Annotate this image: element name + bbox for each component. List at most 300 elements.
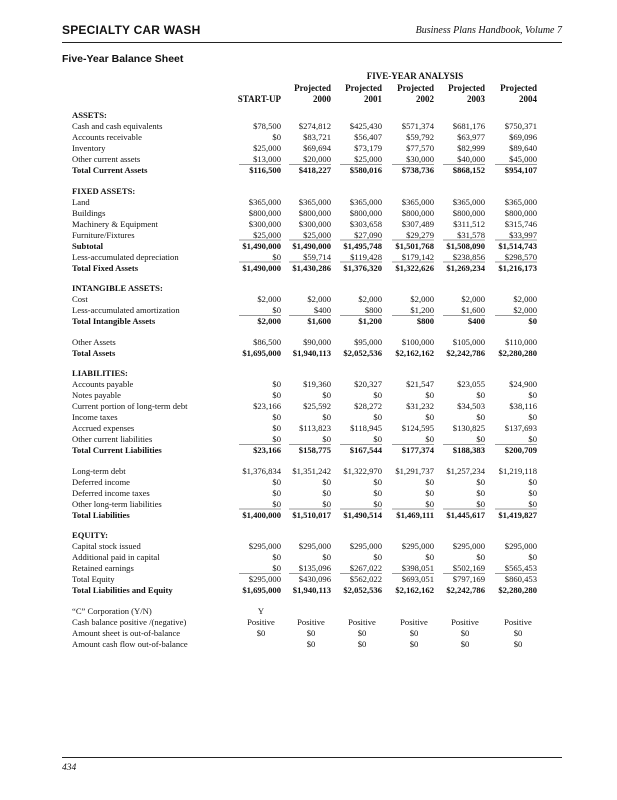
row-value: $300,000 xyxy=(248,218,281,229)
row-value: $0 xyxy=(528,487,537,498)
row-value: $800,000 xyxy=(349,207,382,218)
row-value: $0 xyxy=(272,132,281,142)
table-row xyxy=(0,263,617,274)
row-value: $0 xyxy=(528,476,537,487)
row-value: $693,051 xyxy=(401,574,434,584)
table-row xyxy=(0,252,617,263)
row-value: $1,269,234 xyxy=(446,262,485,273)
row-value: $800,000 xyxy=(401,207,434,218)
row-label: Notes payable xyxy=(72,390,121,400)
row-value: $365,000 xyxy=(401,196,434,207)
row-label: Accrued expenses xyxy=(72,423,135,433)
row-value: $124,595 xyxy=(401,423,434,433)
row-value: $23,055 xyxy=(457,379,485,389)
row-value: $0 xyxy=(322,498,331,509)
row-value: $137,693 xyxy=(504,423,537,433)
row-value: $0 xyxy=(476,412,485,422)
table-row xyxy=(0,563,617,574)
row-value: $1,940,113 xyxy=(292,347,331,358)
row-label: Other long-term liabilities xyxy=(72,498,162,509)
table-row xyxy=(0,294,617,305)
row-value: $90,000 xyxy=(303,336,331,347)
row-value: $0 xyxy=(513,638,523,649)
row-value: $0 xyxy=(272,379,281,389)
row-value: $0 xyxy=(373,476,382,487)
row-label: Amount sheet is out-of-balance xyxy=(72,627,181,638)
row-value: $0 xyxy=(373,498,382,509)
row-value: $118,945 xyxy=(350,423,382,433)
table-row xyxy=(0,230,617,241)
row-value: $0 xyxy=(528,316,537,326)
column-header-bottom: 2000 xyxy=(313,94,331,104)
row-value: $0 xyxy=(322,434,331,444)
row-value: $800 xyxy=(416,316,434,326)
row-label: Accounts payable xyxy=(72,379,134,389)
table-row xyxy=(0,121,617,132)
row-label: Cash balance positive /(negative) xyxy=(72,616,187,627)
table-row xyxy=(0,488,617,499)
row-value: $295,000 xyxy=(248,574,281,584)
table-row xyxy=(0,434,617,445)
row-value: $2,000 xyxy=(513,294,537,304)
row-label: Total Liabilities xyxy=(72,509,130,520)
table-row xyxy=(0,305,617,316)
row-label: Total Fixed Assets xyxy=(72,262,139,273)
row-value: $19,360 xyxy=(303,379,331,389)
row-value: $1,508,090 xyxy=(446,240,485,251)
row-label: Machinery & Equipment xyxy=(72,218,158,229)
row-value: $797,169 xyxy=(452,574,485,584)
row-value: $1,490,514 xyxy=(343,509,382,520)
row-value: Positive xyxy=(297,616,325,627)
row-value: $0 xyxy=(272,412,281,422)
row-value: $25,000 xyxy=(253,143,281,153)
analysis-heading: FIVE-YEAR ANALYSIS xyxy=(366,71,464,81)
row-value: $13,000 xyxy=(253,154,281,164)
row-value: $2,000 xyxy=(410,294,434,304)
row-label: Total Equity xyxy=(72,574,115,584)
row-value: $238,856 xyxy=(452,251,485,262)
row-value: $20,327 xyxy=(354,379,382,389)
row-value: $34,503 xyxy=(457,401,485,411)
row-value: $1,940,113 xyxy=(292,585,331,595)
row-value: $0 xyxy=(357,627,367,638)
row-value: $177,374 xyxy=(401,445,434,455)
row-value: $0 xyxy=(272,305,281,315)
row-value: $100,000 xyxy=(401,336,434,347)
table-row xyxy=(0,423,617,434)
row-value: $0 xyxy=(272,476,281,487)
row-value: $0 xyxy=(528,498,537,509)
row-value: $0 xyxy=(460,627,470,638)
row-value: $2,052,536 xyxy=(343,347,382,358)
column-header-top: Projected xyxy=(294,83,331,93)
row-value: $295,000 xyxy=(248,541,281,551)
row-value: $954,107 xyxy=(504,165,537,175)
row-value: $135,096 xyxy=(298,563,331,573)
row-value: $565,453 xyxy=(504,563,537,573)
row-value: $40,000 xyxy=(457,154,485,164)
row-value: $0 xyxy=(272,563,281,573)
column-header-top: Projected xyxy=(397,83,434,93)
row-value: $1,200 xyxy=(358,316,382,326)
row-value: $25,000 xyxy=(354,154,382,164)
row-value: $571,374 xyxy=(401,121,434,131)
row-value: $86,500 xyxy=(253,336,281,347)
row-label: Long-term debt xyxy=(72,465,126,476)
row-value: $2,242,786 xyxy=(446,585,485,595)
row-label: Current portion of long-term debt xyxy=(72,401,188,411)
row-value: $750,371 xyxy=(504,121,537,131)
row-value: $295,000 xyxy=(452,541,485,551)
row-value: Positive xyxy=(348,616,376,627)
row-value: $0 xyxy=(476,390,485,400)
table-row xyxy=(0,541,617,552)
row-value: $2,000 xyxy=(513,305,537,315)
row-value: $0 xyxy=(425,476,434,487)
column-header-bottom: START-UP xyxy=(237,94,281,104)
row-value: $1,419,827 xyxy=(498,509,537,520)
table-row xyxy=(0,552,617,563)
row-value: $430,096 xyxy=(298,574,331,584)
row-value: $1,695,000 xyxy=(242,347,281,358)
row-label: Inventory xyxy=(72,143,106,153)
row-value: $0 xyxy=(322,390,331,400)
row-value: $38,116 xyxy=(509,401,537,411)
page-number: 434 xyxy=(62,763,77,773)
row-label: Other current liabilities xyxy=(72,434,153,444)
row-label: Additional paid in capital xyxy=(72,552,160,562)
row-value: $0 xyxy=(476,434,485,444)
row-value: $0 xyxy=(272,423,281,433)
row-value: $31,578 xyxy=(457,229,485,240)
row-value: $0 xyxy=(425,390,434,400)
row-value: $267,022 xyxy=(349,563,382,573)
table-row xyxy=(0,368,617,379)
row-value: $295,000 xyxy=(298,541,331,551)
column-header-top: Projected xyxy=(345,83,382,93)
row-value: $0 xyxy=(476,487,485,498)
table-row xyxy=(0,241,617,252)
row-value: $0 xyxy=(322,476,331,487)
row-label: Subtotal xyxy=(72,240,104,251)
row-label: Buildings xyxy=(72,207,106,218)
row-value: $738,736 xyxy=(401,165,434,175)
row-label: “C” Corporation (Y/N) xyxy=(72,605,152,616)
row-value: $95,000 xyxy=(354,336,382,347)
row-value: $105,000 xyxy=(452,336,485,347)
row-value: $1,200 xyxy=(410,305,434,315)
row-value: $73,179 xyxy=(354,143,382,153)
row-value: $0 xyxy=(425,434,434,444)
table-row xyxy=(0,499,617,510)
row-label: Less-accumulated depreciation xyxy=(72,251,179,262)
row-value: $868,152 xyxy=(452,165,485,175)
row-value: $0 xyxy=(373,434,382,444)
row-value: $1,400,000 xyxy=(242,509,281,520)
row-value: $681,176 xyxy=(452,121,485,131)
row-value: $295,000 xyxy=(349,541,382,551)
header-company-name: SPECIALTY CAR WASH xyxy=(62,23,201,37)
row-value: $1,219,118 xyxy=(498,465,537,476)
row-value: $1,490,000 xyxy=(292,240,331,251)
row-label: LIABILITIES: xyxy=(72,368,128,378)
row-value: $800,000 xyxy=(248,207,281,218)
row-label: Deferred income taxes xyxy=(72,487,150,498)
row-value: $0 xyxy=(528,412,537,422)
table-row xyxy=(0,165,617,176)
row-value: $113,823 xyxy=(299,423,331,433)
row-label: Retained earnings xyxy=(72,563,134,573)
row-label: Capital stock issued xyxy=(72,541,141,551)
row-value: $298,570 xyxy=(504,251,537,262)
row-value: $69,096 xyxy=(509,132,537,142)
row-value: $274,812 xyxy=(298,121,331,131)
row-value: $1,376,320 xyxy=(343,262,382,273)
table-row xyxy=(0,617,617,628)
row-label: Total Assets xyxy=(72,347,116,358)
row-value: $0 xyxy=(528,434,537,444)
row-value: Positive xyxy=(400,616,428,627)
row-value: $365,000 xyxy=(452,196,485,207)
table-row xyxy=(0,154,617,165)
row-value: Positive xyxy=(247,616,275,627)
row-value: $300,000 xyxy=(298,218,331,229)
row-value: $1,216,173 xyxy=(498,262,537,273)
row-value: $800,000 xyxy=(452,207,485,218)
row-value: $1,376,834 xyxy=(242,465,281,476)
row-value: $0 xyxy=(425,498,434,509)
row-value: $78,500 xyxy=(253,121,281,131)
row-value: $0 xyxy=(528,552,537,562)
row-value: $119,428 xyxy=(350,251,382,262)
column-header-top: Projected xyxy=(500,83,537,93)
row-value: $29,279 xyxy=(406,229,434,240)
row-value: $0 xyxy=(373,487,382,498)
table-row xyxy=(0,510,617,521)
row-value: $1,495,748 xyxy=(343,240,382,251)
row-value: $400 xyxy=(313,305,331,315)
row-value: $0 xyxy=(425,412,434,422)
row-value: $82,999 xyxy=(457,143,485,153)
row-value: $56,407 xyxy=(354,132,382,142)
row-value: $2,000 xyxy=(358,294,382,304)
table-row xyxy=(0,639,617,650)
row-label: Other current assets xyxy=(72,154,141,164)
row-value: $69,694 xyxy=(303,143,331,153)
row-label: ASSETS: xyxy=(72,110,107,120)
row-value: $24,900 xyxy=(509,379,537,389)
row-value: $0 xyxy=(256,627,266,638)
row-value: $307,489 xyxy=(401,218,434,229)
row-value: $800,000 xyxy=(504,207,537,218)
row-value: $2,280,280 xyxy=(498,585,537,595)
row-value: $0 xyxy=(476,476,485,487)
row-value: $27,090 xyxy=(354,229,382,240)
row-label: Total Intangible Assets xyxy=(72,316,156,326)
table-row xyxy=(0,219,617,230)
row-value: $295,000 xyxy=(504,541,537,551)
row-value: $0 xyxy=(306,638,316,649)
table-row xyxy=(0,606,617,617)
row-value: $0 xyxy=(513,627,523,638)
row-label: Less-accumulated amortization xyxy=(72,305,180,315)
row-value: $89,640 xyxy=(509,143,537,153)
row-value: $1,351,242 xyxy=(292,465,331,476)
column-header-bottom: 2003 xyxy=(467,94,485,104)
row-label: Total Current Assets xyxy=(72,165,148,175)
row-value: $562,022 xyxy=(349,574,382,584)
row-value: $2,162,162 xyxy=(395,585,434,595)
table-row xyxy=(0,530,617,541)
row-value: Positive xyxy=(451,616,479,627)
row-value: $2,000 xyxy=(307,294,331,304)
row-value: Positive xyxy=(504,616,532,627)
row-value: $1,322,970 xyxy=(343,465,382,476)
row-label: FIXED ASSETS: xyxy=(72,185,136,196)
row-value: $0 xyxy=(322,487,331,498)
row-value: $0 xyxy=(528,390,537,400)
row-value: $1,322,626 xyxy=(395,262,434,273)
row-value: $188,383 xyxy=(452,445,485,455)
row-value: $2,052,536 xyxy=(343,585,382,595)
row-label: Total Current Liabilities xyxy=(72,445,162,455)
table-row xyxy=(0,283,617,294)
row-value: $0 xyxy=(272,552,281,562)
row-value: $0 xyxy=(373,390,382,400)
row-value: $0 xyxy=(460,638,470,649)
row-value: $110,000 xyxy=(505,336,537,347)
row-value: $1,257,234 xyxy=(446,465,485,476)
row-value: $0 xyxy=(409,638,419,649)
row-value: $0 xyxy=(425,487,434,498)
row-value: $59,714 xyxy=(303,251,331,262)
row-value: $167,544 xyxy=(349,445,382,455)
row-value: $179,142 xyxy=(401,251,434,262)
column-header-top: Projected xyxy=(448,83,485,93)
row-value: $1,490,000 xyxy=(242,262,281,273)
row-value: $365,000 xyxy=(298,196,331,207)
row-value: $1,600 xyxy=(307,316,331,326)
row-value: $365,000 xyxy=(504,196,537,207)
row-value: $303,658 xyxy=(349,218,382,229)
row-value: $23,166 xyxy=(253,401,281,411)
row-value: $1,501,768 xyxy=(395,240,434,251)
row-value: $800,000 xyxy=(298,207,331,218)
table-row xyxy=(0,348,617,359)
row-value: $0 xyxy=(272,434,281,444)
row-value: $25,000 xyxy=(303,229,331,240)
table-row xyxy=(0,143,617,154)
table-row xyxy=(0,208,617,219)
row-value: $0 xyxy=(373,552,382,562)
column-header-bottom: 2002 xyxy=(416,94,434,104)
row-value: $130,825 xyxy=(452,423,485,433)
row-label: Accounts receivable xyxy=(72,132,142,142)
row-value: $0 xyxy=(272,487,281,498)
row-value: $0 xyxy=(357,638,367,649)
row-value: $2,000 xyxy=(461,294,485,304)
row-label: Total Liabilities and Equity xyxy=(72,585,173,595)
row-value: $0 xyxy=(272,251,281,262)
row-value: $425,430 xyxy=(349,121,382,131)
row-value: $0 xyxy=(322,412,331,422)
row-label: EQUITY: xyxy=(72,530,108,540)
column-header-bottom: 2001 xyxy=(364,94,382,104)
row-value: $1,469,111 xyxy=(396,509,434,520)
row-value: $1,490,000 xyxy=(242,240,281,251)
row-value: $0 xyxy=(476,498,485,509)
row-value: $77,570 xyxy=(406,143,434,153)
row-value: $23,166 xyxy=(253,445,281,455)
row-value: $1,291,737 xyxy=(395,465,434,476)
row-value: $365,000 xyxy=(349,196,382,207)
row-value: $860,453 xyxy=(504,574,537,584)
row-label: Other Assets xyxy=(72,336,116,347)
row-value: $365,000 xyxy=(248,196,281,207)
table-row xyxy=(0,466,617,477)
row-value: $25,000 xyxy=(253,229,281,240)
table-row xyxy=(0,574,617,585)
row-label: Income taxes xyxy=(72,412,118,422)
row-value: $31,232 xyxy=(406,401,434,411)
row-label: Land xyxy=(72,196,90,207)
row-value: $1,514,743 xyxy=(498,240,537,251)
footer-rule xyxy=(62,757,562,758)
row-value: Y xyxy=(257,605,265,616)
row-value: $25,592 xyxy=(303,401,331,411)
row-value: $45,000 xyxy=(509,154,537,164)
row-value: $1,600 xyxy=(461,305,485,315)
row-label: Furniture/Fixtures xyxy=(72,229,135,240)
row-value: $2,280,280 xyxy=(498,347,537,358)
row-label: Cash and cash equivalents xyxy=(72,121,163,131)
row-value: $0 xyxy=(322,552,331,562)
row-value: $20,000 xyxy=(303,154,331,164)
row-value: $2,242,786 xyxy=(446,347,485,358)
row-value: $1,695,000 xyxy=(242,585,281,595)
table-row xyxy=(0,197,617,208)
table-row xyxy=(0,401,617,412)
row-value: $158,775 xyxy=(298,445,331,455)
row-value: $311,512 xyxy=(453,218,485,229)
row-label: Deferred income xyxy=(72,476,130,487)
table-row xyxy=(0,186,617,197)
table-row xyxy=(0,110,617,121)
row-value: $33,997 xyxy=(509,229,537,240)
row-value: $2,000 xyxy=(257,316,281,326)
row-value: $63,977 xyxy=(457,132,485,142)
row-value: $0 xyxy=(373,412,382,422)
row-value: $0 xyxy=(409,627,419,638)
row-value: $1,445,617 xyxy=(446,509,485,520)
row-value: $1,510,017 xyxy=(292,509,331,520)
row-value: $800 xyxy=(364,305,382,315)
row-label: INTANGIBLE ASSETS: xyxy=(72,283,163,293)
table-row xyxy=(0,585,617,596)
table-row xyxy=(0,337,617,348)
row-value: $0 xyxy=(272,498,281,509)
row-value: $580,016 xyxy=(349,165,382,175)
row-value: $1,430,286 xyxy=(292,262,331,273)
table-row xyxy=(0,132,617,143)
row-value: $295,000 xyxy=(401,541,434,551)
row-value: $398,051 xyxy=(401,563,434,573)
page-title: Five-Year Balance Sheet xyxy=(62,53,184,65)
table-row xyxy=(0,316,617,327)
row-value: $0 xyxy=(476,552,485,562)
row-value: $59,792 xyxy=(406,132,434,142)
